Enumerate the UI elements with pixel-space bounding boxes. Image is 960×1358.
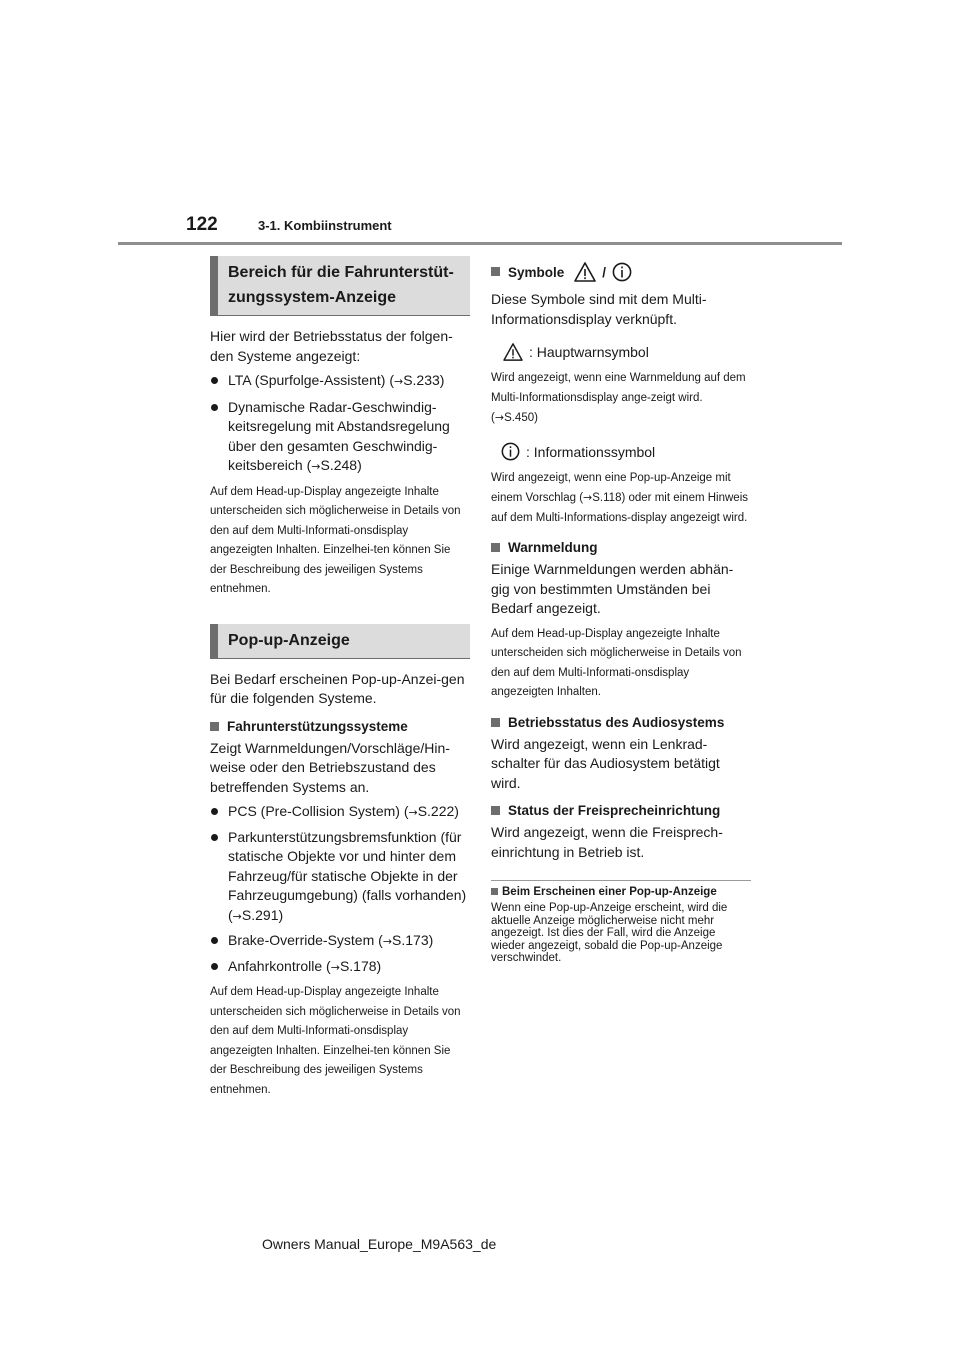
page-reference[interactable]: S.291 <box>241 906 279 923</box>
ref-arrow-icon: → <box>311 460 321 473</box>
symbol-legend-info: : Informationssymbol <box>491 441 751 463</box>
bullet-icon <box>211 377 218 384</box>
list-item: Brake-Override-System (→S.173) <box>210 931 470 952</box>
square-bullet-icon <box>491 267 500 276</box>
bullet-icon <box>211 937 218 944</box>
paragraph: Wird angezeigt, wenn ein Lenkrad-schalter für das Audiosystem betätigt wird. <box>491 735 720 791</box>
ref-arrow-icon: → <box>382 935 393 948</box>
info-icon <box>612 262 632 282</box>
note-body: Wenn eine Pop-up-Anzeige erscheint, wird die aktuelle Anzeige möglicherweise nicht mehr angezeigt. Ist dies der Fall, wird die Anzeige wieder angezeigt, sobald die Pop-up-Anzeige verschwindet. <box>491 902 728 964</box>
list-item: Parkunterstützungsbremsfunktion (für statische Objekte vor und hinter dem Fahrzeug/für statische Objekte in der Fahrzeugumgebung) (falls vorhanden) (→S.291) <box>210 828 470 927</box>
square-bullet-icon <box>491 718 500 727</box>
square-bullet-icon <box>210 722 219 731</box>
ref-arrow-icon: → <box>232 909 242 923</box>
note-text: Auf dem Head-up-Display angezeigte Inhalte unterscheiden sich möglicherweise in Details von den auf dem Multi-Informati-onsdisplay angezeigten Inhalten. Einzelhei-ten können Sie der Beschreibung des jeweiligen Systems entnehmen. <box>210 485 461 595</box>
square-bullet-icon <box>491 543 500 552</box>
subheading: Fahrunterstützungssysteme <box>210 717 470 736</box>
ref-arrow-icon: → <box>330 960 340 974</box>
note-divider <box>491 880 751 881</box>
footer-document-id: Owners Manual_Europe_M9A563_de <box>262 1236 497 1252</box>
bullet-icon <box>211 963 218 970</box>
note-text: Wird angezeigt, wenn eine Pop-up-Anzeige mit einem Vorschlag (→S.118) oder mit einem Hinweis auf dem Multi-Informations-display angezeigt wird. <box>491 471 749 524</box>
note-heading: Beim Erscheinen einer Pop-up-Anzeige <box>491 885 751 900</box>
warning-icon <box>574 262 596 282</box>
subheading: Status der Freisprecheinrichtung <box>491 801 751 820</box>
list-item: Dynamische Radar-Geschwindig-keitsregelung mit Abstandsregelung über den gesamten Geschwindig-keitsbereich (→S.248) <box>210 398 470 477</box>
bullet-icon <box>211 834 218 841</box>
page-reference[interactable]: S.178 <box>339 957 377 974</box>
page-reference[interactable]: S.118 <box>592 492 622 504</box>
page-reference[interactable]: S.173 <box>392 932 429 948</box>
page-number: 122 <box>186 214 218 235</box>
chapter-title: 3-1. Kombiinstrument <box>258 218 392 233</box>
bullet-icon <box>211 808 218 815</box>
note-text: Auf dem Head-up-Display angezeigte Inhalte unterscheiden sich möglicherweise in Details von den auf dem Multi-Informati-onsdisplay angezeigten Inhalten. <box>491 627 742 698</box>
subheading: Warnmeldung <box>491 538 751 557</box>
paragraph: Diese Symbole sind mit dem Multi-Informationsdisplay verknüpft. <box>491 291 707 327</box>
page-reference[interactable]: S.450 <box>504 412 535 424</box>
note-text: Wird angezeigt, wenn eine Warnmeldung auf dem Multi-Informationsdisplay ange-zeigt wird. (→S.450) <box>491 372 746 424</box>
ref-arrow-icon: → <box>583 491 593 504</box>
note-text: Auf dem Head-up-Display angezeigte Inhalte unterscheiden sich möglicherweise in Details von den auf dem Multi-Informati-onsdisplay angezeigten Inhalten. Einzelhei-ten können Sie der Beschreibung des jeweiligen Systems entnehmen. <box>210 986 461 1096</box>
list-item: PCS (Pre-Collision System) (→S.222) <box>210 802 470 823</box>
paragraph: Einige Warnmeldungen werden abhän-gig von bestimmten Umständen bei Bedarf angezeigt. <box>491 561 734 616</box>
page-reference[interactable]: S.222 <box>417 803 455 819</box>
paragraph: Zeigt Warnmeldungen/Vorschläge/Hin-weise oder den Betriebszustand des betreffenden Systems an. <box>210 739 450 795</box>
symbol-legend-warning: : Hauptwarnsymbol <box>491 341 751 363</box>
square-bullet-icon <box>491 806 500 815</box>
bullet-icon <box>211 404 218 411</box>
info-icon <box>501 442 520 461</box>
ref-arrow-icon: → <box>408 806 418 819</box>
list-item: LTA (Spurfolge-Assistent) (→S.233) <box>210 371 470 392</box>
paragraph: Bei Bedarf erscheinen Pop-up-Anzei-gen für die folgenden Systeme. <box>210 670 465 706</box>
paragraph: Hier wird der Betriebsstatus der folgen-den Systeme angezeigt: <box>210 328 453 364</box>
header-divider <box>118 242 842 245</box>
ref-arrow-icon: → <box>393 375 404 388</box>
subheading: Betriebsstatus des Audiosystems <box>491 713 751 732</box>
list-item: Anfahrkontrolle (→S.178) <box>210 957 470 978</box>
subheading-symbols: Symbole / <box>491 262 751 282</box>
square-bullet-icon <box>491 888 498 895</box>
ref-arrow-icon: → <box>494 411 505 424</box>
page-reference[interactable]: S.248 <box>320 457 358 473</box>
right-column <box>491 262 751 965</box>
page-reference[interactable]: S.233 <box>403 372 440 388</box>
paragraph: Wird angezeigt, wenn die Freisprech-einrichtung in Betrieb ist. <box>491 824 723 860</box>
section-heading-driver-assist: Bereich für die Fahrunterstüt-zungssystem-Anzeige <box>210 256 470 316</box>
section-heading-popup: Pop-up-Anzeige <box>210 624 470 659</box>
left-column <box>210 256 470 1100</box>
warning-icon <box>503 343 523 361</box>
